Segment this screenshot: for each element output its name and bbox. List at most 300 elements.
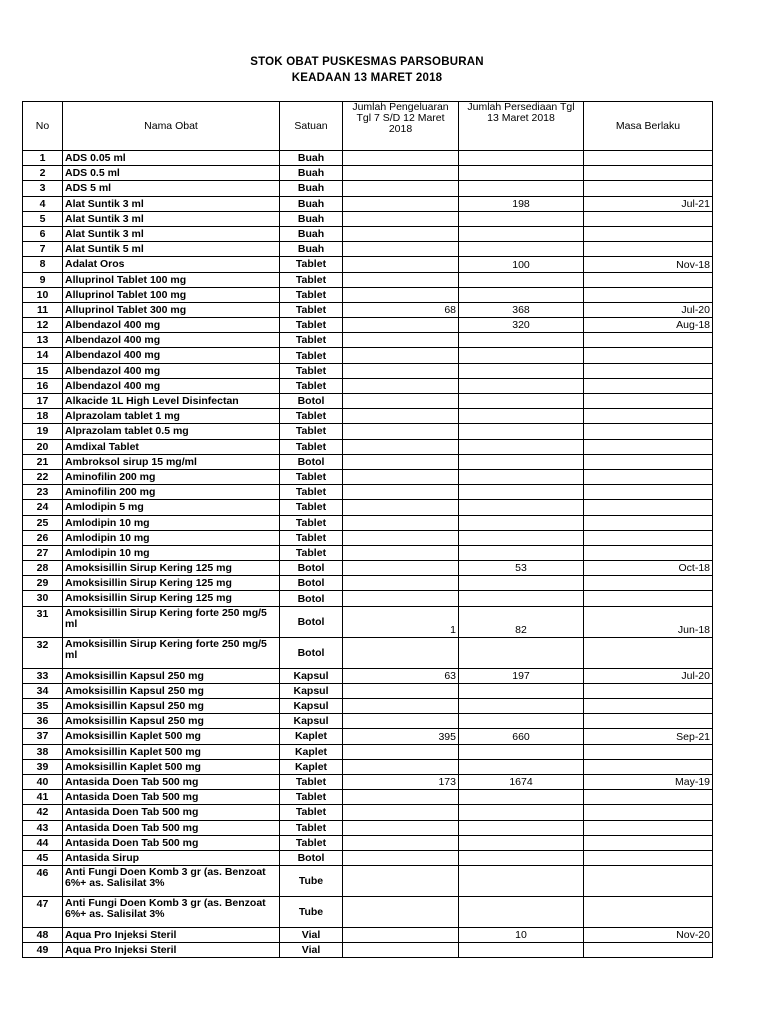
stock-qty-cell xyxy=(459,714,584,729)
drug-name-cell: ADS 0.5 ml xyxy=(63,166,280,181)
issued-qty-cell xyxy=(343,454,459,469)
issued-qty-cell xyxy=(343,439,459,454)
unit-cell: Kapsul xyxy=(280,714,343,729)
header-issued-qty: Jumlah Pengeluaran Tgl 7 S/D 12 Maret 2018 xyxy=(343,102,459,151)
unit-cell: Tablet xyxy=(280,820,343,835)
issued-qty-cell xyxy=(343,850,459,865)
header-unit: Satuan xyxy=(280,102,343,151)
stock-qty-cell xyxy=(459,378,584,393)
unit-cell: Tablet xyxy=(280,790,343,805)
drug-name-cell: Antasida Doen Tab 500 mg xyxy=(63,805,280,820)
drug-name-cell: Amlodipin 5 mg xyxy=(63,500,280,515)
row-number-cell: 6 xyxy=(23,226,63,241)
table-row xyxy=(23,242,713,257)
expiry-date-cell xyxy=(584,363,713,378)
unit-cell: Tablet xyxy=(280,272,343,287)
drug-name-cell: Amoksisillin Sirup Kering forte 250 mg/5 ml xyxy=(63,637,280,668)
issued-qty-cell xyxy=(343,790,459,805)
issued-qty-cell xyxy=(343,699,459,714)
table-row xyxy=(23,759,713,774)
issued-qty-cell xyxy=(343,318,459,333)
drug-name-cell: Amoksisillin Kapsul 250 mg xyxy=(63,699,280,714)
row-number-cell: 24 xyxy=(23,500,63,515)
table-row xyxy=(23,409,713,424)
table-row xyxy=(23,668,713,683)
issued-qty-cell: 395 xyxy=(343,729,459,744)
row-number-cell: 30 xyxy=(23,591,63,606)
drug-name-cell: Albendazol 400 mg xyxy=(63,348,280,363)
table-row xyxy=(23,378,713,393)
unit-cell: Tube xyxy=(280,866,343,897)
drug-name-cell: Amoksisillin Kapsul 250 mg xyxy=(63,683,280,698)
expiry-date-cell xyxy=(584,699,713,714)
table-row xyxy=(23,699,713,714)
drug-name-cell: Amoksisillin Kapsul 250 mg xyxy=(63,668,280,683)
stock-qty-cell: 368 xyxy=(459,302,584,317)
drug-name-cell: Alat Suntik 3 ml xyxy=(63,196,280,211)
issued-qty-cell xyxy=(343,866,459,897)
expiry-date-cell xyxy=(584,211,713,226)
issued-qty-cell xyxy=(343,500,459,515)
unit-cell: Vial xyxy=(280,928,343,943)
stock-qty-cell xyxy=(459,866,584,897)
drug-name-cell: Anti Fungi Doen Komb 3 gr (as. Benzoat 6%+ as. Salisilat 3% xyxy=(63,897,280,928)
unit-cell: Botol xyxy=(280,576,343,591)
unit-cell: Buah xyxy=(280,242,343,257)
table-row xyxy=(23,196,713,211)
unit-cell: Buah xyxy=(280,181,343,196)
unit-cell: Botol xyxy=(280,591,343,606)
issued-qty-cell xyxy=(343,714,459,729)
unit-cell: Botol xyxy=(280,637,343,668)
unit-cell: Kapsul xyxy=(280,668,343,683)
expiry-date-cell xyxy=(584,272,713,287)
row-number-cell: 17 xyxy=(23,394,63,409)
stock-qty-cell: 53 xyxy=(459,561,584,576)
table-row xyxy=(23,545,713,560)
drug-name-cell: Albendazol 400 mg xyxy=(63,318,280,333)
table-row xyxy=(23,318,713,333)
title-line-1: STOK OBAT PUSKESMAS PARSOBURAN xyxy=(250,56,484,68)
expiry-date-cell xyxy=(584,515,713,530)
issued-qty-cell xyxy=(343,530,459,545)
stock-qty-cell xyxy=(459,530,584,545)
row-number-cell: 44 xyxy=(23,835,63,850)
stock-qty-cell xyxy=(459,515,584,530)
expiry-date-cell xyxy=(584,454,713,469)
row-number-cell: 5 xyxy=(23,211,63,226)
table-row xyxy=(23,530,713,545)
expiry-date-cell xyxy=(584,744,713,759)
expiry-date-cell xyxy=(584,866,713,897)
expiry-date-cell xyxy=(584,835,713,850)
issued-qty-cell xyxy=(343,257,459,272)
stock-qty-cell xyxy=(459,151,584,166)
issued-qty-cell xyxy=(343,242,459,257)
stock-qty-cell: 320 xyxy=(459,318,584,333)
unit-cell: Buah xyxy=(280,166,343,181)
expiry-date-cell xyxy=(584,242,713,257)
stock-qty-cell xyxy=(459,835,584,850)
expiry-date-cell xyxy=(584,591,713,606)
expiry-date-cell xyxy=(584,850,713,865)
unit-cell: Tablet xyxy=(280,287,343,302)
unit-cell: Tablet xyxy=(280,409,343,424)
row-number-cell: 48 xyxy=(23,928,63,943)
drug-name-cell: Aminofilin 200 mg xyxy=(63,469,280,484)
row-number-cell: 21 xyxy=(23,454,63,469)
stock-qty-cell xyxy=(459,699,584,714)
issued-qty-cell xyxy=(343,394,459,409)
unit-cell: Botol xyxy=(280,394,343,409)
row-number-cell: 45 xyxy=(23,850,63,865)
stock-qty-cell xyxy=(459,744,584,759)
stock-qty-cell xyxy=(459,409,584,424)
expiry-date-cell xyxy=(584,151,713,166)
row-number-cell: 47 xyxy=(23,897,63,928)
expiry-date-cell xyxy=(584,409,713,424)
stock-qty-cell: 10 xyxy=(459,928,584,943)
issued-qty-cell xyxy=(343,469,459,484)
row-number-cell: 19 xyxy=(23,424,63,439)
drug-name-cell: Ambroksol sirup 15 mg/ml xyxy=(63,454,280,469)
drug-name-cell: Alat Suntik 5 ml xyxy=(63,242,280,257)
table-row xyxy=(23,576,713,591)
row-number-cell: 32 xyxy=(23,637,63,668)
row-number-cell: 11 xyxy=(23,302,63,317)
table-row xyxy=(23,439,713,454)
row-number-cell: 4 xyxy=(23,196,63,211)
row-number-cell: 31 xyxy=(23,606,63,637)
issued-qty-cell xyxy=(343,181,459,196)
drug-name-cell: Amlodipin 10 mg xyxy=(63,530,280,545)
drug-name-cell: Alluprinol Tablet 100 mg xyxy=(63,287,280,302)
table-row xyxy=(23,744,713,759)
expiry-date-cell xyxy=(584,485,713,500)
drug-name-cell: Alat Suntik 3 ml xyxy=(63,211,280,226)
issued-qty-cell: 63 xyxy=(343,668,459,683)
unit-cell: Tablet xyxy=(280,257,343,272)
table-row xyxy=(23,469,713,484)
table-row xyxy=(23,363,713,378)
row-number-cell: 15 xyxy=(23,363,63,378)
expiry-date-cell xyxy=(584,348,713,363)
issued-qty-cell xyxy=(343,943,459,958)
row-number-cell: 13 xyxy=(23,333,63,348)
row-number-cell: 42 xyxy=(23,805,63,820)
row-number-cell: 35 xyxy=(23,699,63,714)
issued-qty-cell: 173 xyxy=(343,774,459,789)
expiry-date-cell: Aug-18 xyxy=(584,318,713,333)
row-number-cell: 3 xyxy=(23,181,63,196)
unit-cell: Tablet xyxy=(280,515,343,530)
issued-qty-cell xyxy=(343,363,459,378)
stock-qty-cell xyxy=(459,454,584,469)
stock-qty-cell xyxy=(459,591,584,606)
unit-cell: Kaplet xyxy=(280,729,343,744)
stock-qty-cell xyxy=(459,394,584,409)
drug-name-cell: Antasida Doen Tab 500 mg xyxy=(63,835,280,850)
expiry-date-cell: Nov-18 xyxy=(584,257,713,272)
row-number-cell: 43 xyxy=(23,820,63,835)
header-no: No xyxy=(23,102,63,151)
drug-name-cell: Amoksisillin Kaplet 500 mg xyxy=(63,744,280,759)
stock-qty-cell xyxy=(459,790,584,805)
table-row xyxy=(23,943,713,958)
stock-qty-cell: 660 xyxy=(459,729,584,744)
table-row xyxy=(23,606,713,637)
issued-qty-cell xyxy=(343,272,459,287)
stock-qty-cell xyxy=(459,363,584,378)
stock-qty-cell xyxy=(459,820,584,835)
stock-qty-cell xyxy=(459,943,584,958)
row-number-cell: 14 xyxy=(23,348,63,363)
stock-qty-cell xyxy=(459,348,584,363)
table-row xyxy=(23,790,713,805)
row-number-cell: 39 xyxy=(23,759,63,774)
unit-cell: Kaplet xyxy=(280,759,343,774)
unit-cell: Kapsul xyxy=(280,683,343,698)
header-drug-name: Nama Obat xyxy=(63,102,280,151)
expiry-date-cell xyxy=(584,545,713,560)
drug-name-cell: Antasida Sirup xyxy=(63,850,280,865)
table-row xyxy=(23,850,713,865)
issued-qty-cell xyxy=(343,561,459,576)
issued-qty-cell xyxy=(343,683,459,698)
row-number-cell: 7 xyxy=(23,242,63,257)
table-row xyxy=(23,500,713,515)
drug-name-cell: Amoksisillin Kaplet 500 mg xyxy=(63,759,280,774)
stock-qty-cell: 1674 xyxy=(459,774,584,789)
stock-qty-cell xyxy=(459,181,584,196)
issued-qty-cell xyxy=(343,424,459,439)
row-number-cell: 23 xyxy=(23,485,63,500)
row-number-cell: 36 xyxy=(23,714,63,729)
issued-qty-cell xyxy=(343,637,459,668)
drug-name-cell: Amlodipin 10 mg xyxy=(63,515,280,530)
unit-cell: Tablet xyxy=(280,378,343,393)
issued-qty-cell xyxy=(343,928,459,943)
table-row xyxy=(23,820,713,835)
table-row xyxy=(23,866,713,897)
table-row xyxy=(23,714,713,729)
row-number-cell: 27 xyxy=(23,545,63,560)
drug-name-cell: Amoksisillin Kapsul 250 mg xyxy=(63,714,280,729)
unit-cell: Vial xyxy=(280,943,343,958)
stock-qty-cell xyxy=(459,166,584,181)
issued-qty-cell xyxy=(343,166,459,181)
expiry-date-cell: Oct-18 xyxy=(584,561,713,576)
issued-qty-cell xyxy=(343,409,459,424)
unit-cell: Tablet xyxy=(280,439,343,454)
row-number-cell: 37 xyxy=(23,729,63,744)
drug-name-cell: Alat Suntik 3 ml xyxy=(63,226,280,241)
drug-name-cell: Aqua Pro Injeksi Steril xyxy=(63,943,280,958)
unit-cell: Kapsul xyxy=(280,699,343,714)
unit-cell: Tablet xyxy=(280,469,343,484)
row-number-cell: 34 xyxy=(23,683,63,698)
table-row xyxy=(23,151,713,166)
drug-name-cell: Alluprinol Tablet 300 mg xyxy=(63,302,280,317)
expiry-date-cell: Jul-20 xyxy=(584,302,713,317)
unit-cell: Tablet xyxy=(280,348,343,363)
document-title xyxy=(0,54,734,86)
table-row xyxy=(23,454,713,469)
row-number-cell: 20 xyxy=(23,439,63,454)
table-row xyxy=(23,515,713,530)
issued-qty-cell xyxy=(343,226,459,241)
issued-qty-cell xyxy=(343,211,459,226)
stock-qty-cell xyxy=(459,287,584,302)
drug-name-cell: Aqua Pro Injeksi Steril xyxy=(63,928,280,943)
unit-cell: Tablet xyxy=(280,302,343,317)
issued-qty-cell xyxy=(343,287,459,302)
row-number-cell: 12 xyxy=(23,318,63,333)
row-number-cell: 18 xyxy=(23,409,63,424)
drug-name-cell: Adalat Oros xyxy=(63,257,280,272)
row-number-cell: 26 xyxy=(23,530,63,545)
unit-cell: Tablet xyxy=(280,485,343,500)
unit-cell: Tablet xyxy=(280,530,343,545)
expiry-date-cell xyxy=(584,530,713,545)
expiry-date-cell xyxy=(584,683,713,698)
unit-cell: Tube xyxy=(280,897,343,928)
stock-qty-cell xyxy=(459,805,584,820)
expiry-date-cell: May-19 xyxy=(584,774,713,789)
table-row xyxy=(23,226,713,241)
unit-cell: Buah xyxy=(280,226,343,241)
drug-name-cell: Antasida Doen Tab 500 mg xyxy=(63,820,280,835)
issued-qty-cell: 68 xyxy=(343,302,459,317)
table-row xyxy=(23,302,713,317)
drug-name-cell: Antasida Doen Tab 500 mg xyxy=(63,790,280,805)
table-row xyxy=(23,485,713,500)
expiry-date-cell xyxy=(584,333,713,348)
row-number-cell: 8 xyxy=(23,257,63,272)
stock-qty-cell xyxy=(459,500,584,515)
unit-cell: Buah xyxy=(280,196,343,211)
unit-cell: Tablet xyxy=(280,424,343,439)
unit-cell: Tablet xyxy=(280,805,343,820)
expiry-date-cell xyxy=(584,790,713,805)
expiry-date-cell xyxy=(584,439,713,454)
unit-cell: Tablet xyxy=(280,545,343,560)
table-body xyxy=(23,151,713,958)
expiry-date-cell: Jul-20 xyxy=(584,668,713,683)
table-header-row xyxy=(23,102,713,151)
drug-name-cell: Amoksisillin Sirup Kering forte 250 mg/5 ml xyxy=(63,606,280,637)
issued-qty-cell xyxy=(343,348,459,363)
row-number-cell: 2 xyxy=(23,166,63,181)
expiry-date-cell xyxy=(584,820,713,835)
drug-name-cell: Amoksisillin Sirup Kering 125 mg xyxy=(63,591,280,606)
row-number-cell: 49 xyxy=(23,943,63,958)
row-number-cell: 41 xyxy=(23,790,63,805)
expiry-date-cell xyxy=(584,500,713,515)
row-number-cell: 22 xyxy=(23,469,63,484)
drug-name-cell: Alluprinol Tablet 100 mg xyxy=(63,272,280,287)
issued-qty-cell xyxy=(343,805,459,820)
stock-qty-cell xyxy=(459,897,584,928)
stock-qty-cell xyxy=(459,424,584,439)
table-row xyxy=(23,897,713,928)
row-number-cell: 10 xyxy=(23,287,63,302)
row-number-cell: 38 xyxy=(23,744,63,759)
table-row xyxy=(23,181,713,196)
stock-qty-cell xyxy=(459,485,584,500)
stock-qty-cell xyxy=(459,439,584,454)
table-row xyxy=(23,637,713,668)
stock-qty-cell xyxy=(459,226,584,241)
drug-name-cell: Amoksisillin Sirup Kering 125 mg xyxy=(63,561,280,576)
drug-name-cell: Aminofilin 200 mg xyxy=(63,485,280,500)
stock-qty-cell xyxy=(459,333,584,348)
drug-name-cell: Albendazol 400 mg xyxy=(63,363,280,378)
table-row xyxy=(23,287,713,302)
unit-cell: Tablet xyxy=(280,500,343,515)
table-row xyxy=(23,211,713,226)
drug-name-cell: Albendazol 400 mg xyxy=(63,333,280,348)
stock-qty-cell: 197 xyxy=(459,668,584,683)
table-row xyxy=(23,424,713,439)
expiry-date-cell xyxy=(584,469,713,484)
expiry-date-cell xyxy=(584,576,713,591)
issued-qty-cell xyxy=(343,196,459,211)
issued-qty-cell xyxy=(343,515,459,530)
issued-qty-cell xyxy=(343,820,459,835)
issued-qty-cell xyxy=(343,378,459,393)
expiry-date-cell xyxy=(584,759,713,774)
drug-stock-table xyxy=(22,101,713,958)
stock-qty-cell xyxy=(459,211,584,226)
drug-name-cell: Albendazol 400 mg xyxy=(63,378,280,393)
expiry-date-cell: Jul-21 xyxy=(584,196,713,211)
table-row xyxy=(23,348,713,363)
expiry-date-cell xyxy=(584,287,713,302)
unit-cell: Botol xyxy=(280,454,343,469)
drug-name-cell: ADS 5 ml xyxy=(63,181,280,196)
drug-name-cell: Amlodipin 10 mg xyxy=(63,545,280,560)
row-number-cell: 29 xyxy=(23,576,63,591)
stock-qty-cell: 100 xyxy=(459,257,584,272)
expiry-date-cell xyxy=(584,226,713,241)
table-row xyxy=(23,928,713,943)
drug-name-cell: Anti Fungi Doen Komb 3 gr (as. Benzoat 6%+ as. Salisilat 3% xyxy=(63,866,280,897)
stock-qty-cell xyxy=(459,850,584,865)
issued-qty-cell xyxy=(343,591,459,606)
row-number-cell: 25 xyxy=(23,515,63,530)
issued-qty-cell xyxy=(343,744,459,759)
row-number-cell: 9 xyxy=(23,272,63,287)
stock-qty-cell xyxy=(459,683,584,698)
table-row xyxy=(23,257,713,272)
table-row xyxy=(23,591,713,606)
expiry-date-cell: Jun-18 xyxy=(584,606,713,637)
issued-qty-cell xyxy=(343,545,459,560)
table-row xyxy=(23,561,713,576)
unit-cell: Tablet xyxy=(280,774,343,789)
unit-cell: Buah xyxy=(280,151,343,166)
drug-name-cell: Amoksisillin Kaplet 500 mg xyxy=(63,729,280,744)
table-row xyxy=(23,272,713,287)
expiry-date-cell xyxy=(584,166,713,181)
drug-name-cell: Alprazolam tablet 1 mg xyxy=(63,409,280,424)
table-row xyxy=(23,774,713,789)
expiry-date-cell xyxy=(584,943,713,958)
row-number-cell: 33 xyxy=(23,668,63,683)
unit-cell: Tablet xyxy=(280,363,343,378)
drug-name-cell: Alkacide 1L High Level Disinfectan xyxy=(63,394,280,409)
